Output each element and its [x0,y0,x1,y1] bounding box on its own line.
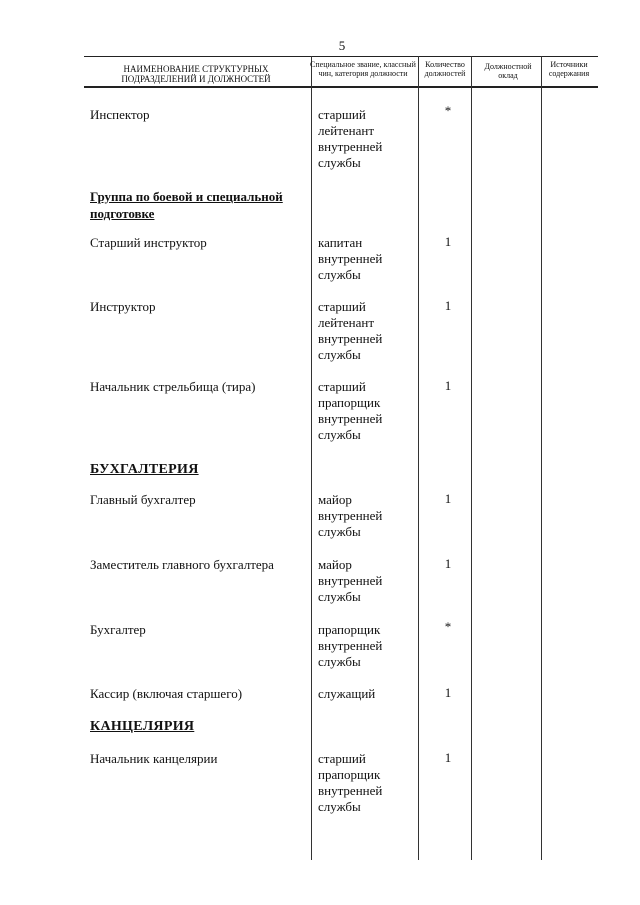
header-qty: Количество должностей [424,60,466,78]
header-name: НАИМЕНОВАНИЕ СТРУКТУРНЫХ ПОДРАЗДЕЛЕНИЙ И ДОЛЖНОСТЕЙ [121,64,271,84]
position-name: Заместитель главного бухгалтера [90,557,274,572]
header-salary: Должностной оклад [484,62,532,80]
position-name: Бухгалтер [90,622,146,637]
column-divider-4 [541,56,542,860]
position-qty: 1 [444,234,452,249]
position-rank: капитан внутренней службы [318,235,383,282]
header-source: Источники содержания [548,60,590,78]
section-heading: КАНЦЕЛЯРИЯ [90,719,195,734]
position-name: Инспектор [90,107,150,122]
position-rank: старший лейтенант внутренней службы [318,299,383,362]
table-header-rule [84,86,598,88]
position-qty: 1 [444,750,452,765]
position-name: Кассир (включая старшего) [90,686,243,701]
column-divider-3 [471,56,472,860]
position-rank: майор внутренней службы [318,492,383,539]
position-rank: старший прапорщик внутренней службы [318,751,383,814]
position-qty: 1 [444,685,452,700]
position-rank: старший прапорщик внутренней службы [318,379,383,442]
header-rank: Специальное звание, классный чин, категория должности [310,60,416,78]
position-rank: старший лейтенант внутренней службы [318,107,383,170]
position-qty: * [444,619,452,634]
table-top-rule [84,56,598,57]
page-number: 5 [338,38,346,53]
position-name: Главный бухгалтер [90,492,196,507]
position-name: Старший инструктор [90,235,207,250]
position-name: Начальник стрельбища (тира) [90,379,256,394]
section-heading: БУХГАЛТЕРИЯ [90,462,199,477]
position-rank: майор внутренней службы [318,557,383,604]
position-rank: прапорщик внутренней службы [318,622,383,669]
position-rank: служащий [318,686,376,701]
position-qty: * [444,103,452,118]
position-qty: 1 [444,556,452,571]
position-qty: 1 [444,298,452,313]
column-divider-2 [418,56,419,860]
position-name: Начальник канцелярии [90,751,218,766]
column-divider-1 [311,56,312,860]
section-heading: Группа по боевой и специальной подготовке [90,189,283,221]
position-qty: 1 [444,491,452,506]
position-name: Инструктор [90,299,156,314]
position-qty: 1 [444,378,452,393]
